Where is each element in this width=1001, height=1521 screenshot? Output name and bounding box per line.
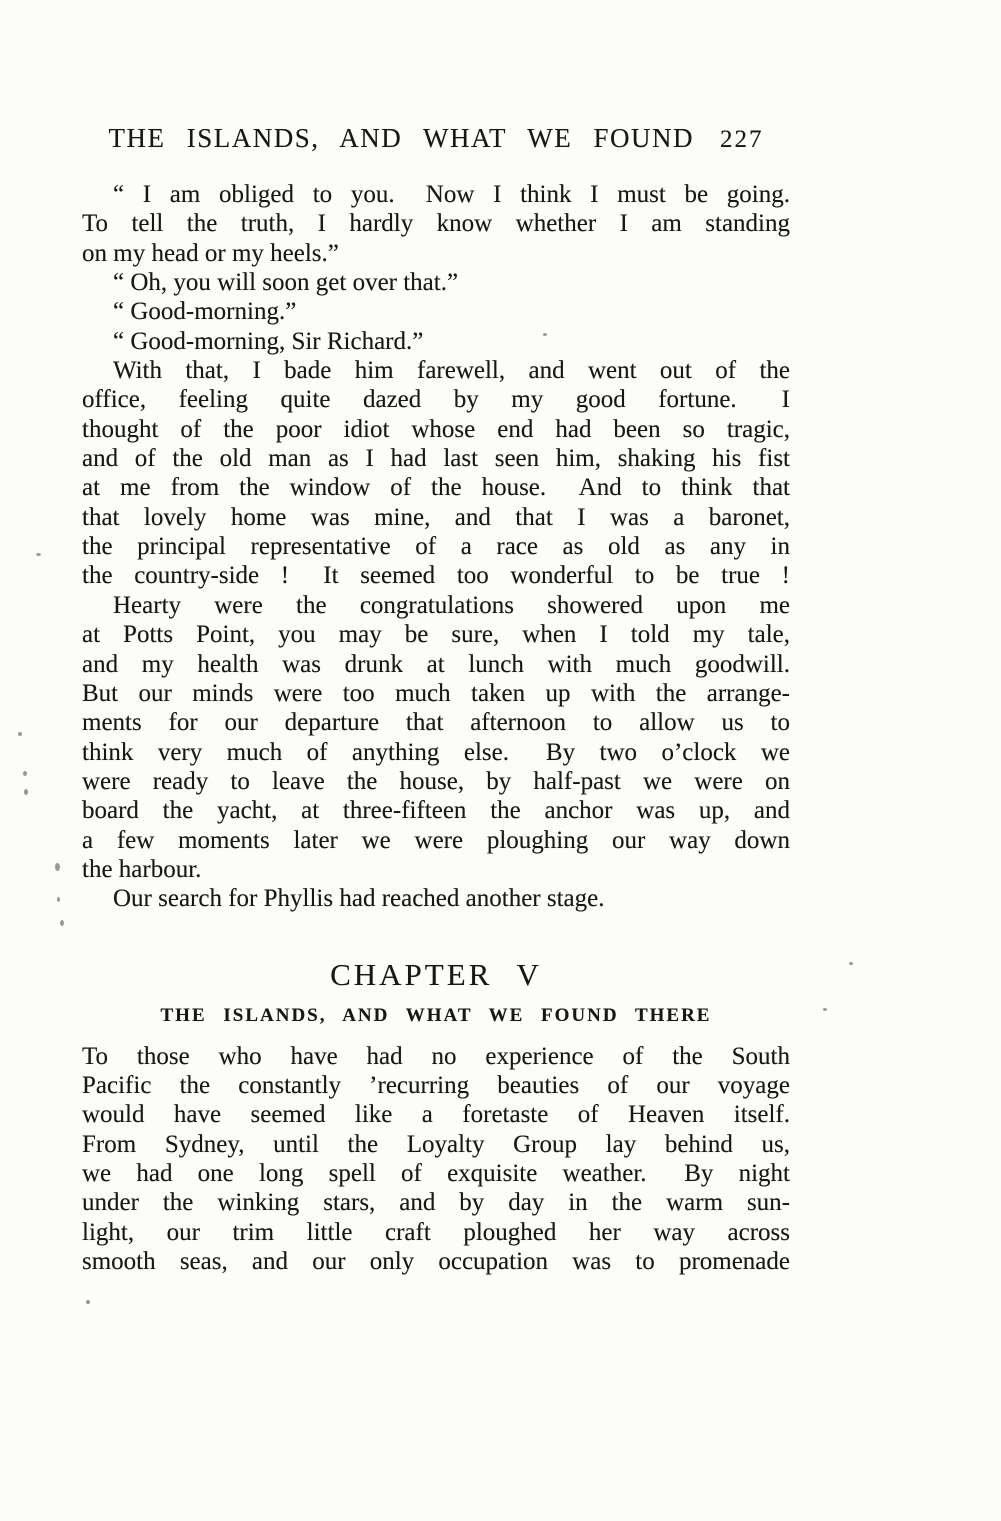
scan-speck [823, 1008, 827, 1011]
text-line: Hearty were the congratulations showered upon me [113, 591, 790, 619]
text-line: thought of the poor idiot whose end had been so tragic, [82, 415, 790, 443]
scan-speck [57, 897, 60, 902]
text-line: the country-side ! It seemed too wonderful to be true ! [82, 562, 790, 590]
paragraph-dialogue-2 [82, 268, 790, 297]
scan-speck [18, 732, 22, 736]
text-line: the harbour. [82, 855, 202, 883]
text-line: To those who have had no experience of the South [82, 1042, 790, 1070]
paragraph-narrative-3 [82, 884, 790, 913]
scan-speck [36, 553, 41, 556]
text-line: From Sydney, until the Loyalty Group lay behind us, [82, 1130, 790, 1158]
text-line: under the winking stars, and by day in the warm sun- [82, 1189, 790, 1217]
text-line: we had one long spell of exquisite weather. By night [82, 1159, 790, 1187]
scan-speck [23, 771, 27, 776]
scan-speck [24, 789, 28, 795]
paragraph-dialogue-3 [82, 297, 790, 326]
text-line: “ I am obliged to you. Now I think I must be going. [113, 181, 790, 208]
paragraph-chapter-opening [82, 1042, 790, 1277]
text-line: were ready to leave the house, by half-past we were on [82, 767, 790, 795]
text-line: “ Good-morning, Sir Richard.” [113, 327, 424, 355]
text-line: “ Oh, you will soon get over that.” [113, 269, 459, 297]
text-line: the principal representative of a race as old as any in [82, 533, 790, 561]
text-line: ments for our departure that afternoon to allow us to [82, 709, 790, 737]
scan-speck [849, 962, 853, 965]
scan-speck [55, 863, 60, 871]
text-line: light, our trim little craft ploughed her way across [82, 1218, 790, 1246]
text-line: would have seemed like a foretaste of Heaven itself. [82, 1101, 790, 1129]
text-line: and of the old man as I had last seen him, shaking his fist [82, 445, 790, 473]
running-header-title: THE ISLANDS, AND WHAT WE FOUND [108, 123, 694, 153]
text-line: a few moments later we were ploughing our way down [82, 826, 790, 854]
chapter-subheading: THE ISLANDS, AND WHAT WE FOUND THERE [160, 1004, 712, 1026]
text-line: that lovely home was mine, and that I was a baronet, [82, 503, 790, 531]
text-line: at me from the window of the house. And to think that [82, 474, 790, 502]
text-line: board the yacht, at three-fifteen the anchor was up, and [82, 797, 790, 825]
text-line: office, feeling quite dazed by my good fortune. I [82, 386, 790, 414]
text-column [82, 180, 790, 1276]
text-line: With that, I bade him farewell, and went out of the [113, 357, 790, 385]
text-line: on my head or my heels.” [82, 239, 339, 267]
text-line: smooth seas, and our only occupation was to promenade [82, 1248, 790, 1275]
text-line: “ Good-morning.” [113, 298, 297, 326]
chapter-heading: CHAPTER V [330, 956, 542, 992]
text-line: But our minds were too much taken up with the arrange- [82, 679, 790, 707]
paragraph-dialogue-4 [82, 327, 790, 356]
scan-speck [86, 1300, 90, 1304]
page-number: 227 [720, 126, 764, 153]
paragraph-dialogue-1 [82, 180, 790, 268]
text-line: at Potts Point, you may be sure, when I told my tale, [82, 621, 790, 649]
scan-speck [543, 333, 547, 336]
scan-speck [60, 920, 64, 926]
text-line: Our search for Phyllis had reached another stage. [113, 885, 605, 913]
paragraph-narrative-2 [82, 591, 790, 884]
text-line: To tell the truth, I hardly know whether I am standing [82, 210, 790, 238]
text-line: and my health was drunk at lunch with much goodwill. [82, 650, 790, 678]
paragraph-narrative-1 [82, 356, 790, 591]
running-header [82, 121, 790, 157]
text-line: Pacific the constantly ’recurring beauties of our voyage [82, 1071, 790, 1099]
text-line: think very much of anything else. By two o’clock we [82, 738, 790, 766]
